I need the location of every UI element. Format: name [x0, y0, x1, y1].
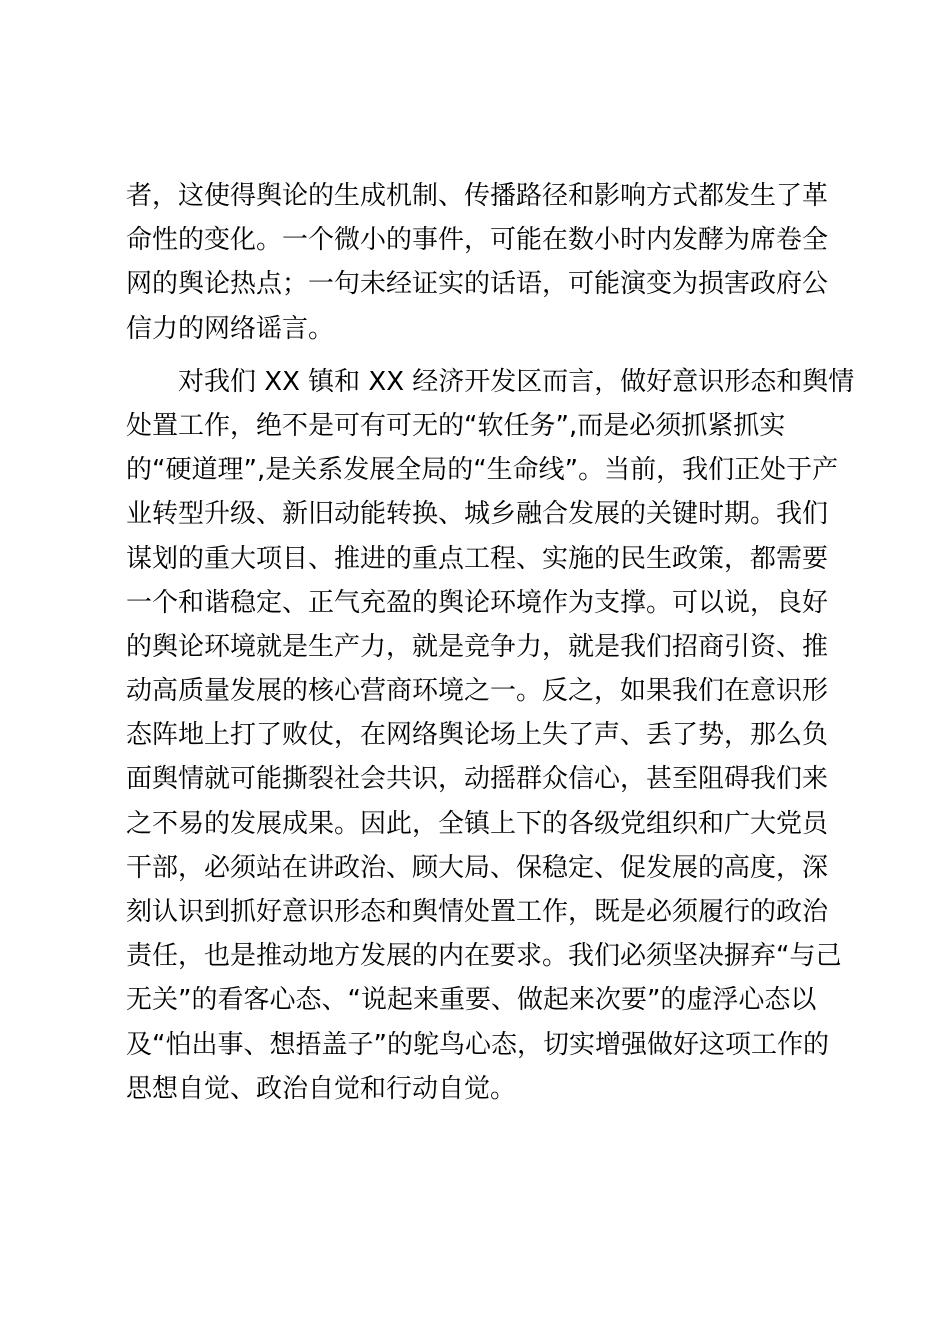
text-line: 者，这使得舆论的生成机制、传播路径和影响方式都发生了革 — [126, 181, 829, 211]
text-line: 信力的网络谣言。 — [126, 313, 335, 344]
paragraph-2 — [126, 360, 855, 1111]
text-line: 的舆论环境就是生产力，就是竞争力，就是我们招商引资、推 — [126, 631, 829, 662]
text-line: 面舆情就可能撕裂社会共识，动摇群众信心，甚至阻碍我们来 — [126, 764, 829, 795]
text-line: 干部，必须站在讲政治、顾大局、保稳定、促发展的高度，深 — [126, 852, 829, 883]
text-line: 命性的变化。一个微小的事件，可能在数小时内发酵为席卷全 — [126, 225, 829, 256]
text-line: 网的舆论热点；一句未经证实的话语，可能演变为损害政府公 — [126, 269, 829, 300]
text-line: 无关”的看客心态、“说起来重要、做起来次要”的虚浮心态以 — [126, 985, 817, 1016]
text-line: 责任，也是推动地方发展的内在要求。我们必须坚决摒弃“与己 — [126, 941, 842, 972]
text-line: 态阵地上打了败仗，在网络舆论场上失了声、丢了势，那么负 — [126, 720, 829, 751]
text-line: 谋划的重大项目、推进的重点工程、实施的民生政策，都需要 — [126, 543, 829, 574]
text-line: 处置工作，绝不是可有可无的“软任务”,而是必须抓紧抓实 — [126, 410, 786, 441]
paragraph-spacer — [126, 351, 836, 360]
paragraph-1 — [126, 174, 836, 351]
text-line: 及“怕出事、想捂盖子”的鸵鸟心态，切实增强做好这项工作的 — [126, 1029, 829, 1060]
text-line: 业转型升级、新旧动能转换、城乡融合发展的关键时期。我们 — [126, 499, 829, 530]
text-line: 思想自觉、政治自觉和行动自觉。 — [126, 1073, 517, 1104]
text-line: 动高质量发展的核心营商环境之一。反之，如果我们在意识形 — [126, 676, 829, 707]
text-line: 刻认识到抓好意识形态和舆情处置工作，既是必须履行的政治 — [126, 897, 829, 927]
text-line: 一个和谐稳定、正气充盈的舆论环境作为支撑。可以说，良好 — [126, 587, 829, 618]
text-line: 之不易的发展成果。因此，全镇上下的各级党组织和广大党员 — [126, 808, 829, 839]
body-text — [126, 174, 855, 1111]
text-line: 对我们 XX 镇和 XX 经济开发区而言，做好意识形态和舆情 — [126, 366, 855, 397]
text-line: 的“硬道理”,是关系发展全局的“生命线”。当前，我们正处于产 — [126, 455, 839, 486]
